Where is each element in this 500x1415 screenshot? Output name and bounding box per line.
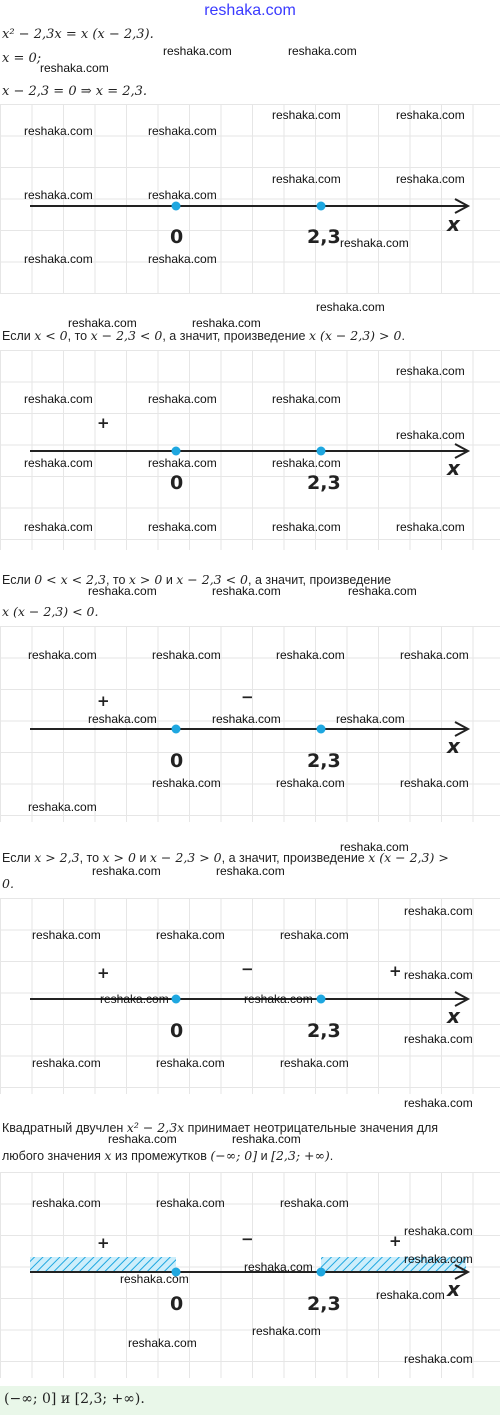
- watermark-text: reshaka.com: [92, 864, 161, 878]
- watermark-text: reshaka.com: [404, 1252, 473, 1266]
- watermark-text: reshaka.com: [156, 928, 225, 942]
- site-header-link[interactable]: reshaka.com: [204, 2, 296, 19]
- equation-factored: x² − 2,3x = x (x − 2,3).: [2, 27, 154, 42]
- watermark-text: reshaka.com: [404, 968, 473, 982]
- watermark-text: reshaka.com: [32, 1056, 101, 1070]
- watermark-text: reshaka.com: [276, 648, 345, 662]
- watermark-text: reshaka.com: [24, 188, 93, 202]
- watermark-text: reshaka.com: [24, 456, 93, 470]
- watermark-text: reshaka.com: [272, 172, 341, 186]
- watermark-text: reshaka.com: [24, 392, 93, 406]
- paragraph-conclusion-line2: любого значения x из промежутков (−∞; 0] и [2,3; +∞).: [2, 1148, 334, 1163]
- sign-plus-right: +: [389, 962, 402, 980]
- watermark-text: reshaka.com: [340, 840, 409, 854]
- watermark-text: reshaka.com: [252, 1324, 321, 1338]
- watermark-text: reshaka.com: [396, 108, 465, 122]
- watermark-text: reshaka.com: [32, 928, 101, 942]
- answer-box: [0, 1386, 500, 1415]
- watermark-text: reshaka.com: [88, 712, 157, 726]
- watermark-text: reshaka.com: [396, 428, 465, 442]
- paragraph-case-negative: Если x < 0, то x − 2,3 < 0, а значит, произведение x (x − 2,3) > 0.: [2, 328, 405, 343]
- answer-text: (−∞; 0] и [2,3; +∞).: [4, 1391, 145, 1407]
- watermark-text: reshaka.com: [280, 928, 349, 942]
- watermark-text: reshaka.com: [404, 1032, 473, 1046]
- watermark-text: reshaka.com: [24, 124, 93, 138]
- sign-minus-middle: −: [241, 960, 254, 978]
- watermark-text: reshaka.com: [280, 1196, 349, 1210]
- watermark-text: reshaka.com: [280, 1056, 349, 1070]
- sign-minus-middle: −: [241, 1230, 254, 1248]
- watermark-text: reshaka.com: [396, 172, 465, 186]
- paragraph-case-middle-line2: x (x − 2,3) < 0.: [2, 604, 99, 619]
- watermark-text: reshaka.com: [148, 252, 217, 266]
- watermark-text: reshaka.com: [148, 188, 217, 202]
- watermark-text: reshaka.com: [316, 300, 385, 314]
- watermark-text: reshaka.com: [108, 1132, 177, 1146]
- sign-plus-left: +: [97, 1234, 110, 1252]
- watermark-text: reshaka.com: [376, 1288, 445, 1302]
- watermark-text: reshaka.com: [272, 520, 341, 534]
- paragraph-conclusion: Квадратный двучлен x² − 2,3x принимает неотрицательные значения для: [2, 1120, 439, 1135]
- watermark-text: reshaka.com: [100, 992, 169, 1006]
- equation-root-1: x = 0;: [2, 51, 42, 66]
- watermark-text: reshaka.com: [156, 1056, 225, 1070]
- sign-plus-left: +: [97, 692, 110, 710]
- watermark-text: reshaka.com: [192, 316, 261, 330]
- watermark-text: reshaka.com: [212, 584, 281, 598]
- watermark-text: reshaka.com: [120, 1272, 189, 1286]
- watermark-text: reshaka.com: [156, 1196, 225, 1210]
- paragraph-case-positive-line2: 0.: [2, 876, 14, 891]
- watermark-text: reshaka.com: [244, 992, 313, 1006]
- hatch-left-interval: [30, 1257, 176, 1272]
- watermark-text: reshaka.com: [348, 584, 417, 598]
- watermark-text: reshaka.com: [336, 712, 405, 726]
- watermark-text: reshaka.com: [152, 776, 221, 790]
- point-zero: [172, 202, 181, 211]
- watermark-text: reshaka.com: [24, 520, 93, 534]
- sign-plus-right: +: [389, 1232, 402, 1250]
- label-x: x: [447, 456, 460, 480]
- sign-minus-middle: −: [241, 688, 254, 706]
- label-two-three: 2,3: [307, 226, 341, 248]
- sign-plus-left: +: [97, 964, 110, 982]
- watermark-text: reshaka.com: [88, 584, 157, 598]
- point-two-three: [317, 202, 326, 211]
- watermark-text: reshaka.com: [28, 800, 97, 814]
- watermark-text: reshaka.com: [340, 236, 409, 250]
- label-two-three: 2,3: [307, 1293, 341, 1315]
- watermark-text: reshaka.com: [148, 456, 217, 470]
- watermark-text: reshaka.com: [32, 1196, 101, 1210]
- sign-plus-left: +: [97, 414, 110, 432]
- watermark-text: reshaka.com: [216, 864, 285, 878]
- equation-root-2: x − 2,3 = 0 ⇒ x = 2,3.: [2, 84, 148, 99]
- label-zero: 0: [170, 1020, 184, 1042]
- watermark-text: reshaka.com: [244, 1260, 313, 1274]
- label-zero: 0: [170, 750, 184, 772]
- label-zero: 0: [170, 472, 184, 494]
- watermark-text: reshaka.com: [272, 108, 341, 122]
- watermark-text: reshaka.com: [232, 1132, 301, 1146]
- label-two-three: 2,3: [307, 472, 341, 494]
- watermark-text: reshaka.com: [148, 124, 217, 138]
- watermark-text: reshaka.com: [404, 1096, 473, 1110]
- paragraph-case-middle: Если 0 < x < 2,3, то x > 0 и x − 2,3 < 0, а значит, произведение: [2, 572, 392, 587]
- label-two-three: 2,3: [307, 750, 341, 772]
- paragraph-case-positive: Если x > 2,3, то x > 0 и x − 2,3 > 0, а значит, произведение x (x − 2,3) >: [2, 850, 449, 865]
- watermark-text: reshaka.com: [163, 44, 232, 58]
- label-x: x: [447, 1004, 460, 1028]
- watermark-text: reshaka.com: [152, 648, 221, 662]
- label-x: x: [447, 1277, 460, 1301]
- label-two-three: 2,3: [307, 1020, 341, 1042]
- label-zero: 0: [170, 226, 184, 248]
- watermark-text: reshaka.com: [148, 392, 217, 406]
- watermark-text: reshaka.com: [276, 776, 345, 790]
- watermark-text: reshaka.com: [396, 364, 465, 378]
- watermark-text: reshaka.com: [24, 252, 93, 266]
- watermark-text: reshaka.com: [288, 44, 357, 58]
- watermark-text: reshaka.com: [404, 904, 473, 918]
- watermark-text: reshaka.com: [68, 316, 137, 330]
- watermark-text: reshaka.com: [404, 1224, 473, 1238]
- watermark-text: reshaka.com: [272, 456, 341, 470]
- label-x: x: [447, 212, 460, 236]
- watermark-text: reshaka.com: [272, 392, 341, 406]
- watermark-text: reshaka.com: [404, 1352, 473, 1366]
- label-x: x: [447, 734, 460, 758]
- watermark-text: reshaka.com: [400, 648, 469, 662]
- watermark-text: reshaka.com: [28, 648, 97, 662]
- watermark-text: reshaka.com: [400, 776, 469, 790]
- label-zero: 0: [170, 1293, 184, 1315]
- watermark-text: reshaka.com: [212, 712, 281, 726]
- watermark-text: reshaka.com: [128, 1336, 197, 1350]
- watermark-text: reshaka.com: [396, 520, 465, 534]
- watermark-text: reshaka.com: [148, 520, 217, 534]
- watermark-text: reshaka.com: [40, 61, 109, 75]
